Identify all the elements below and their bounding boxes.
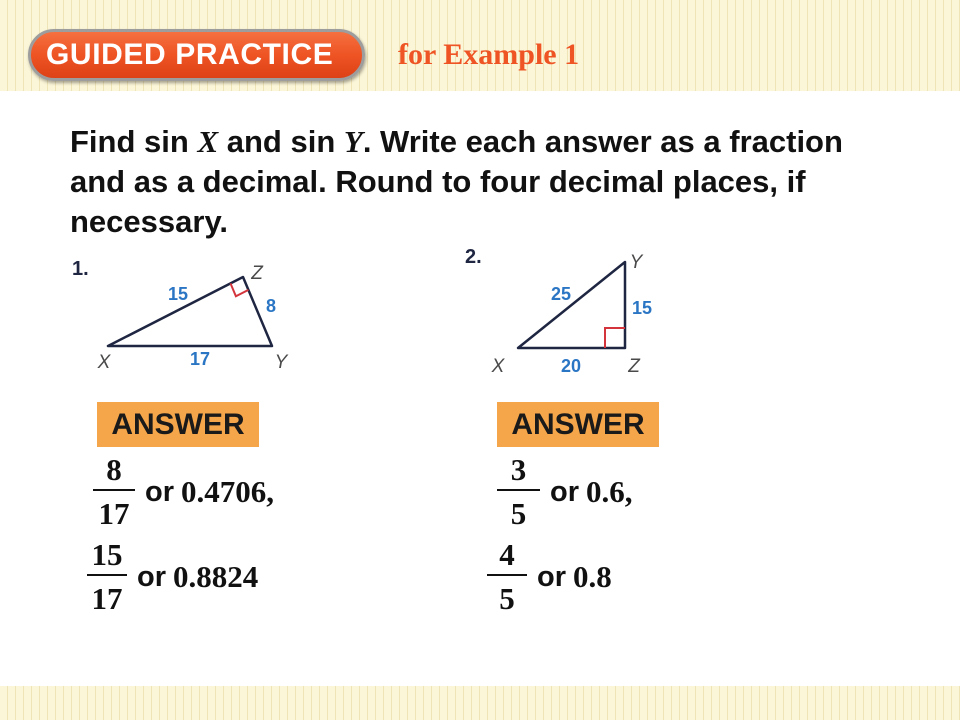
numerator: 4 (499, 537, 515, 572)
connector-text: or (137, 561, 166, 593)
instructions-line-3: necessary. (70, 204, 228, 239)
vertex-label-y: Y (274, 352, 288, 373)
decimal-value: 0.4706, (181, 474, 274, 509)
side-label-zy: 8 (265, 296, 277, 316)
denominator: 17 (91, 581, 123, 616)
fraction-bar (87, 574, 127, 576)
vertex-label-z: Z (251, 263, 263, 284)
problem-1-triangle-figure (60, 248, 320, 378)
answer-sin-x-problem-2 (497, 453, 633, 531)
fraction-bar (487, 574, 527, 576)
vertex-label-y: Y (629, 252, 643, 273)
instructions-line-1 (70, 122, 843, 162)
problem-1-number: 1. (72, 258, 89, 280)
guided-practice-badge: GUIDED PRACTICE (28, 29, 365, 81)
vertex-label-z: Z (628, 356, 640, 377)
instructions (70, 122, 843, 242)
denominator: 5 (499, 581, 515, 616)
vertex-label-x: X (491, 356, 505, 377)
numerator: 15 (91, 537, 123, 572)
answer-sin-x-problem-1 (93, 453, 274, 531)
right-angle-marker (605, 328, 625, 348)
instructions-text: and sin (218, 124, 344, 159)
side-label-xz: 20 (560, 356, 582, 376)
fraction (93, 453, 135, 531)
numerator: 8 (106, 452, 122, 487)
numerator: 3 (510, 452, 527, 487)
fraction-bar (93, 489, 135, 491)
fraction (487, 538, 527, 616)
instructions-text: . Write each answer as a fraction (362, 124, 843, 159)
decimal-value: 0.8824 (173, 559, 259, 594)
problem-2-number: 2. (465, 246, 482, 268)
denominator: 17 (98, 496, 130, 531)
instructions-text: Find sin (70, 124, 198, 159)
variable-x: X (197, 124, 219, 159)
connector-text: or (550, 476, 579, 508)
decimal-value: 0.8 (573, 559, 612, 594)
fraction (87, 538, 127, 616)
example-reference: for Example 1 (398, 38, 580, 71)
answer-sin-y-problem-1 (87, 538, 258, 616)
answer-label-1: ANSWER (97, 402, 259, 447)
bottom-decorative-band (0, 686, 960, 720)
side-label-xy: 25 (550, 284, 572, 304)
answer-label-2: ANSWER (497, 402, 659, 447)
variable-y: Y (343, 124, 363, 159)
connector-text: or (537, 561, 566, 593)
answer-sin-y-problem-2 (487, 538, 612, 616)
side-label-yz: 15 (631, 298, 653, 318)
problem-2-triangle-figure (470, 245, 680, 380)
fraction-bar (497, 489, 540, 491)
triangle-outline (108, 277, 272, 346)
side-label-xy: 17 (189, 349, 211, 369)
instructions-line-2: and as a decimal. Round to four decimal places, if (70, 164, 806, 199)
denominator: 5 (510, 496, 527, 531)
triangle-outline (518, 262, 625, 348)
fraction (497, 453, 540, 531)
connector-text: or (145, 476, 174, 508)
vertex-label-x: X (97, 352, 111, 373)
side-label-xz: 15 (167, 284, 189, 304)
decimal-value: 0.6, (586, 474, 633, 509)
